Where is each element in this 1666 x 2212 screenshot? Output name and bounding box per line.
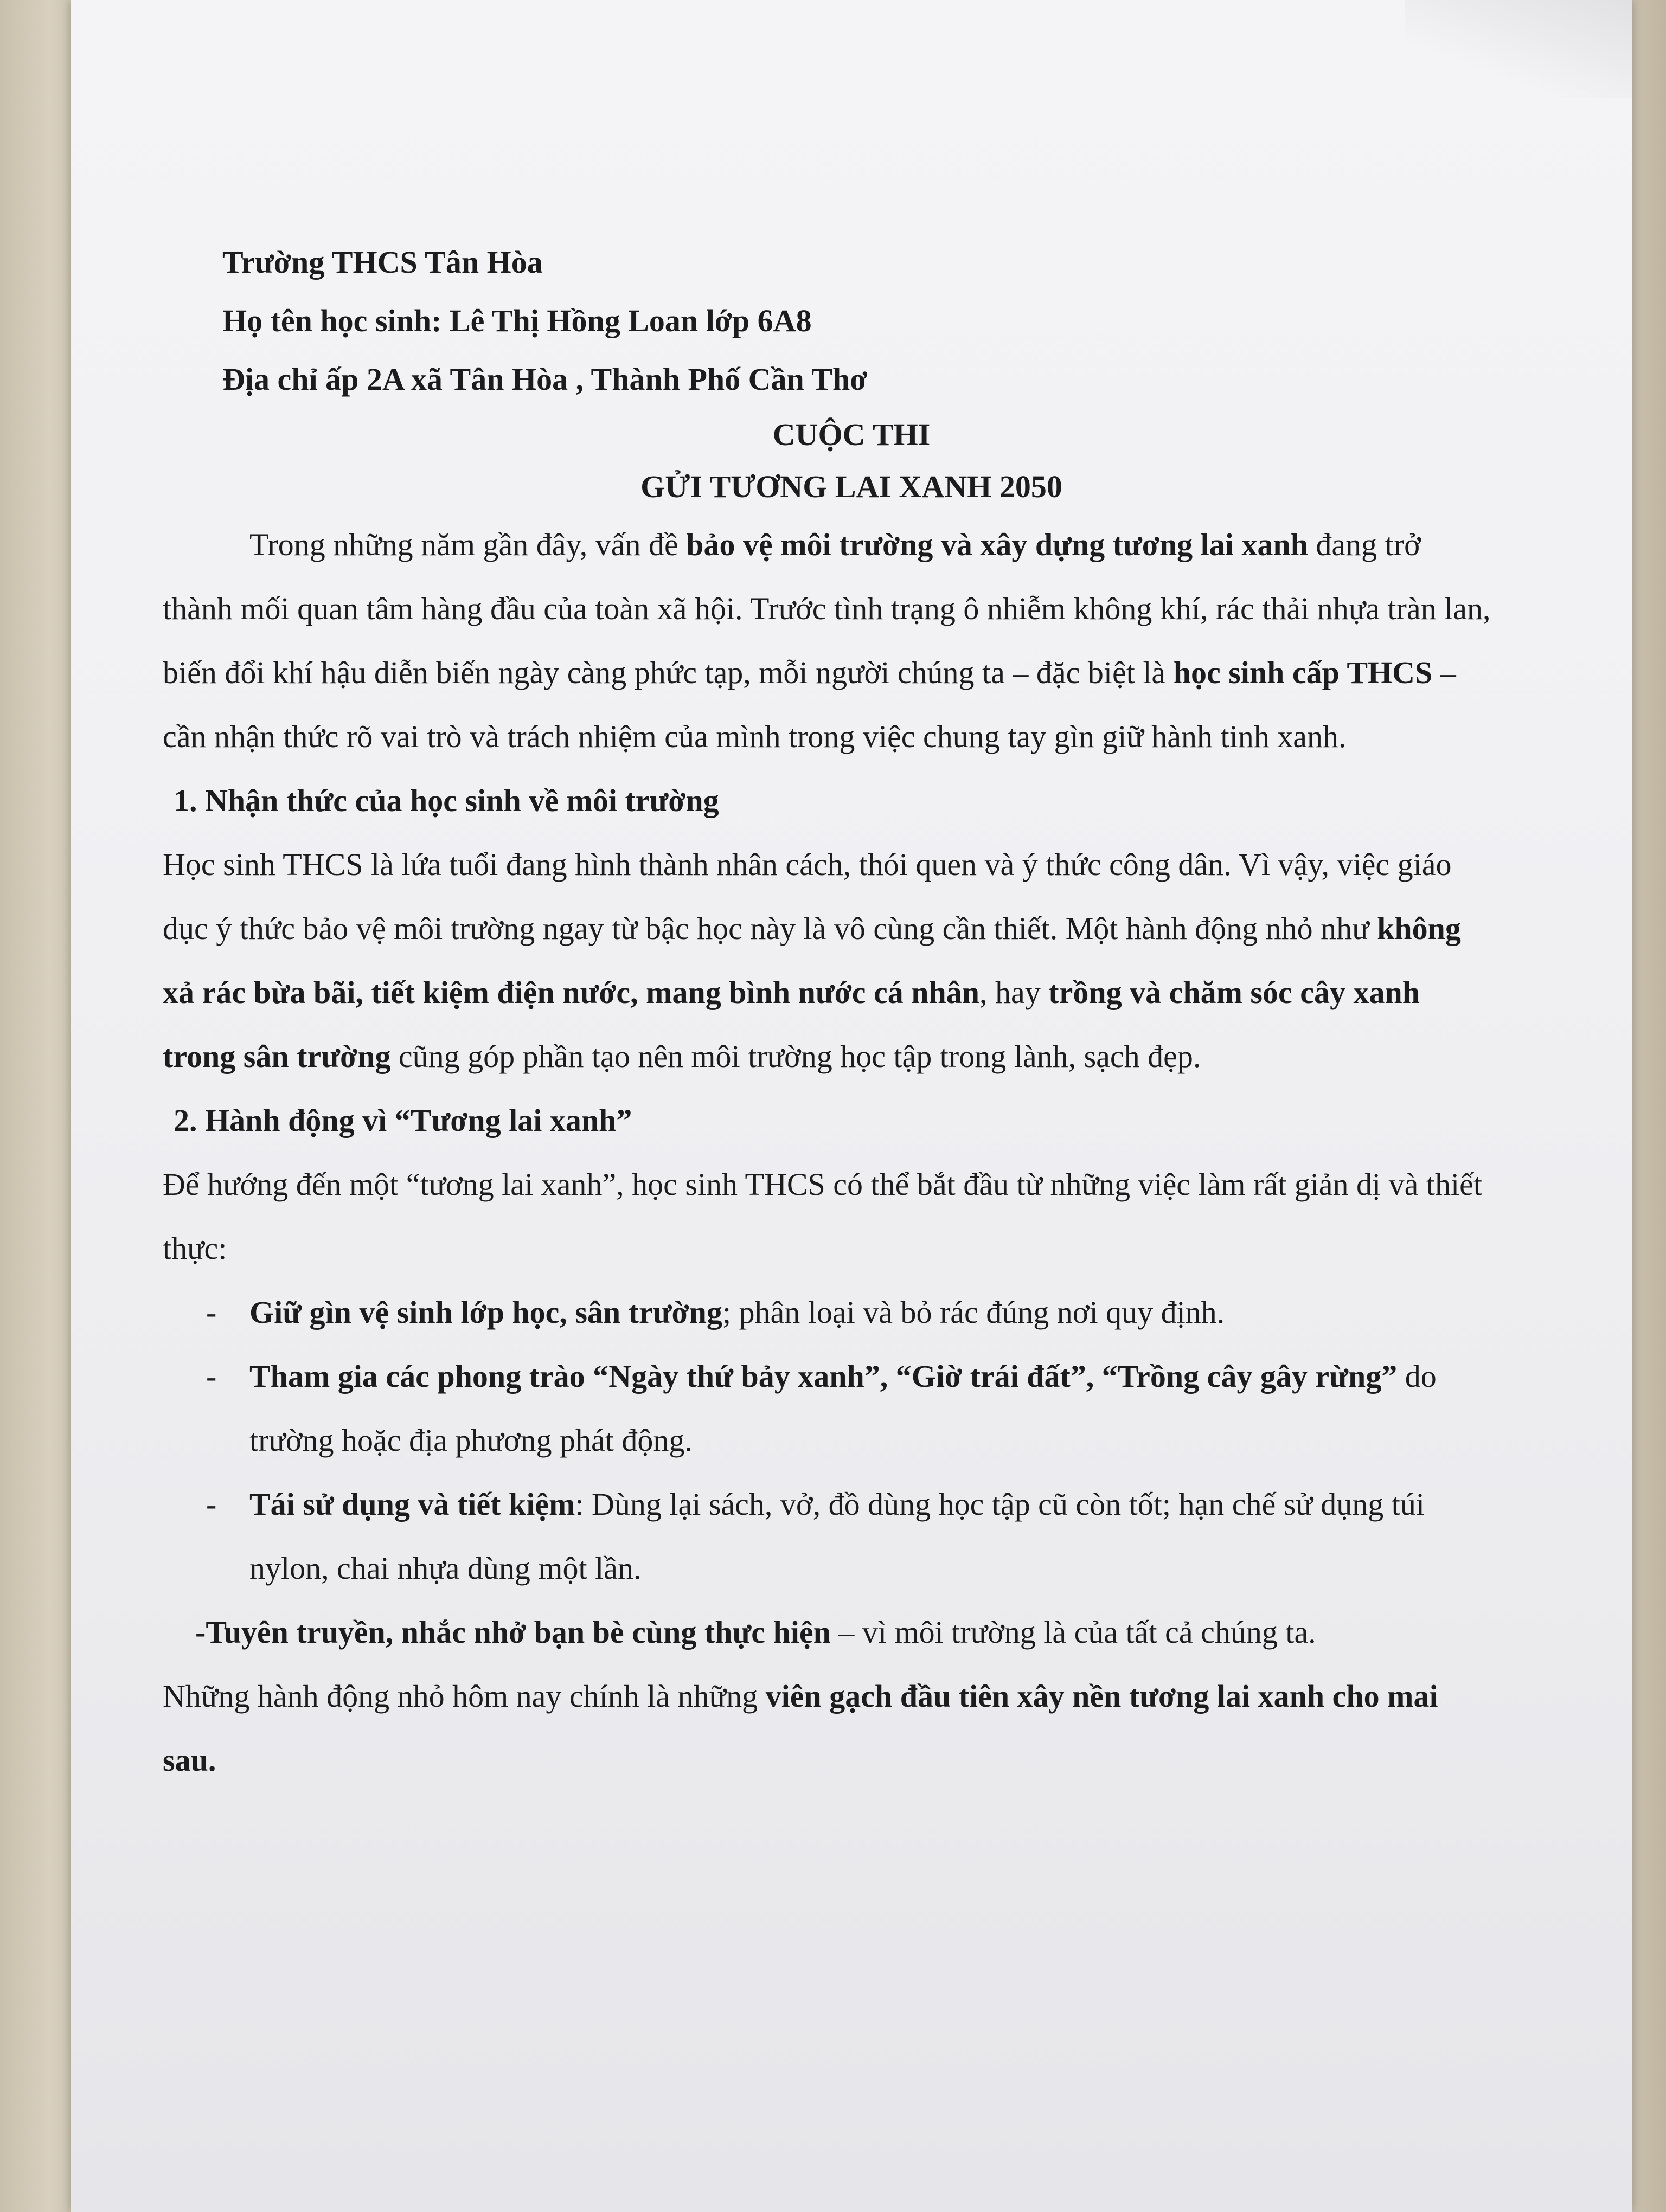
list-item-bold: Giữ gìn vệ sinh lớp học, sân trường <box>249 1295 722 1330</box>
propaganda-text: – vì môi trường là của tất cả chúng ta. <box>830 1615 1316 1650</box>
section-1-heading: 1. Nhận thức của học sinh về môi trường <box>174 783 719 818</box>
closing-bold: viên gạch đầu tiên xây nền tương lai xanh cho mai sau. <box>163 1679 1438 1778</box>
list-item-bold: Tái sử dụng và tiết kiệm <box>249 1487 575 1522</box>
table-surface-left <box>0 0 71 2212</box>
school-name: Trường THCS Tân Hòa <box>222 245 543 280</box>
contest-subtitle: GỬI TƯƠNG LAI XANH 2050 <box>640 469 1062 504</box>
intro-bold-2: học sinh cấp THCS <box>1173 655 1433 690</box>
action-list <box>163 1281 1497 1600</box>
s1-text-2: , hay <box>979 975 1049 1010</box>
bullet-dash: - <box>206 1487 217 1522</box>
student-address: Địa chỉ ấp 2A xã Tân Hòa , Thành Phố Cần Thơ <box>222 362 868 397</box>
contest-title: CUỘC THI <box>772 417 931 452</box>
intro-text-3: – cần nhận thức rõ vai trò và trách nhiệm của mình trong việc chung tay gìn giữ hành tinh xanh. <box>163 655 1456 754</box>
closing-paragraph <box>163 1664 1497 1792</box>
list-item-text: do trường hoặc địa phương phát động. <box>249 1359 1437 1458</box>
section-1-paragraph <box>163 833 1497 1089</box>
s1-text-3: cũng góp phần tạo nên môi trường học tập trong lành, sạch đẹp. <box>390 1039 1201 1074</box>
s1-bold-2: trồng và chăm sóc cây xanh trong sân trường <box>163 975 1420 1074</box>
document-body <box>163 233 1497 1792</box>
section-2-lead: Để hướng đến một “tương lai xanh”, học sinh THCS có thể bắt đầu từ những việc làm rất giản dị và thiết thực: <box>163 1167 1482 1266</box>
propaganda-line <box>163 1600 1497 1664</box>
list-item <box>163 1345 1497 1472</box>
list-item-text: : Dùng lại sách, vở, đồ dùng học tập cũ còn tốt; hạn chế sử dụng túi nylon, chai nhựa dùng một lần. <box>249 1487 1425 1586</box>
bullet-dash: - <box>206 1359 217 1394</box>
intro-text-1: Trong những năm gần đây, vấn đề <box>249 527 687 562</box>
s1-text-1: Học sinh THCS là lứa tuổi đang hình thành nhân cách, thói quen và ý thức công dân. Vì vậy, việc giáo dục ý thức bảo vệ môi trường ngay từ bậc học này là vô cùng cần thiết. Một hành động nhỏ như <box>163 847 1452 946</box>
list-item <box>163 1472 1497 1600</box>
list-item-bold: Tham gia các phong trào “Ngày thứ bảy xanh”, “Giờ trái đất”, “Trồng cây gây rừng” <box>249 1359 1398 1394</box>
list-item <box>163 1281 1497 1345</box>
intro-text-2: đang trở thành mối quan tâm hàng đầu của toàn xã hội. Trước tình trạng ô nhiễm không khí, rác thải nhựa tràn lan, biến đổi khí hậu diễn biến ngày càng phức tạp, mỗi người chúng ta – đặc biệt là <box>163 527 1491 690</box>
intro-bold-1: bảo vệ môi trường và xây dựng tương lai xanh <box>686 527 1308 562</box>
student-name: Họ tên học sinh: Lê Thị Hồng Loan lớp 6A8 <box>222 303 812 338</box>
propaganda-bold: -Tuyên truyền, nhắc nhở bạn bè cùng thực hiện <box>195 1615 831 1650</box>
s1-bold-1: không xả rác bừa bãi, tiết kiệm điện nước, mang bình nước cá nhân <box>163 911 1461 1010</box>
intro-paragraph <box>163 513 1497 769</box>
paper-fold-shadow <box>1405 0 1632 98</box>
bullet-dash: - <box>206 1295 217 1330</box>
list-item-text: ; phân loại và bỏ rác đúng nơi quy định. <box>722 1295 1225 1330</box>
closing-text: Những hành động nhỏ hôm nay chính là những <box>163 1679 766 1714</box>
section-2-heading: 2. Hành động vì “Tương lai xanh” <box>174 1103 632 1138</box>
